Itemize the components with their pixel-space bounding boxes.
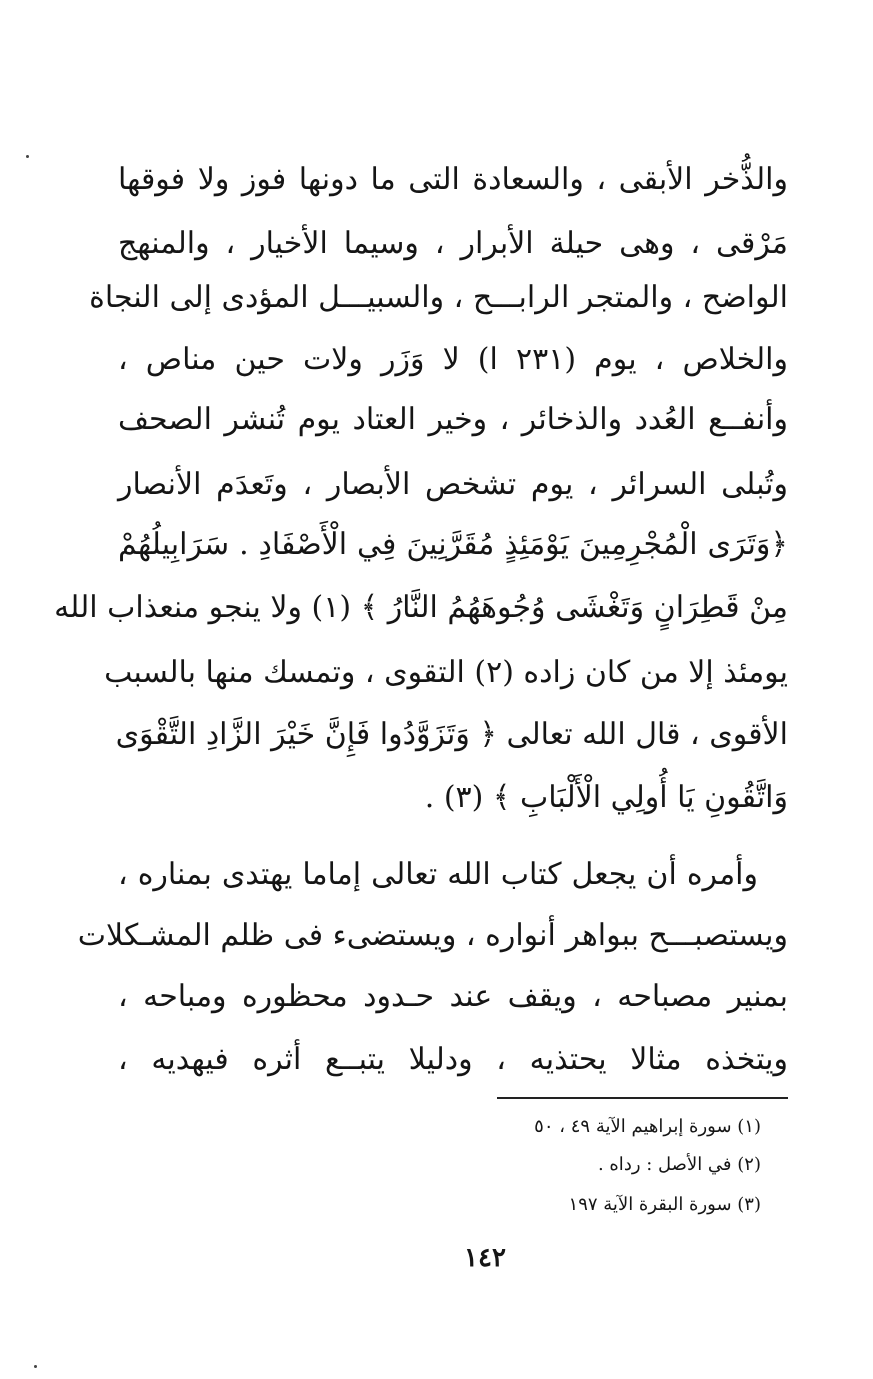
text-line-6: وتُبلى السرائر ، يوم تشخص الأبصار ، وتَعدَم الأنصار [118,467,788,502]
text-line-3: الواضح ، والمتجر الرابـــح ، والسبيـــل المؤدى إلى النجاة [89,280,788,315]
scan-speck [26,155,29,158]
scan-speck [34,1365,37,1368]
text-line-5: وأنفــع العُدد والذخائر ، وخير العتاد يوم تُنشر الصحف [118,402,788,437]
footnote-3: (٣) سورة البقرة الآية ١٩٧ [568,1194,761,1215]
text-line-7-quran: ﴿وَتَرَى الْمُجْرِمِينَ يَوْمَئِذٍ مُقَرَّنِينَ فِي الْأَصْفَادِ . سَرَابِيلُهُمْ [118,527,788,562]
text-line-8-quran: مِنْ قَطِرَانٍ وَتَغْشَى وُجُوهَهُمُ النَّارُ ﴾ (١) ولا ينجو منعذاب الله [54,590,788,625]
footnote-1: (١) سورة إبراهيم الآية ٤٩ ، ٥٠ [534,1116,761,1137]
paragraph-2-line-4: ويتخذه مثالا يحتذيه ، ودليلا يتبــع أثره فيهديه ، [118,1042,788,1077]
footnote-2: (٢) في الأصل : رداه . [597,1154,761,1175]
text-line-10-quran: الأقوى ، قال الله تعالى ﴿ وَتَزَوَّدُوا فَإِنَّ خَيْرَ الزَّادِ التَّقْوَى [115,717,788,752]
text-line-2: مَرْقى ، وهى حيلة الأبرار ، وسيما الأخيار ، والمنهج [118,226,788,261]
text-line-1: والذُّخر الأبقى ، والسعادة التى ما دونها فوز ولا فوقها [118,162,788,197]
footnote-separator [497,1097,788,1099]
text-line-11-quran: وَاتَّقُونِ يَا أُولِي الْأَلْبَابِ ﴾ (٣) . [424,780,788,815]
paragraph-2-line-3: بمنير مصباحه ، ويقف عند حـدود محظوره ومباحه ، [118,979,788,1014]
page-number: ١٤٢ [464,1243,506,1273]
text-line-9: يومئذ إلا من كان زاده (٢) التقوى ، وتمسك منها بالسبب [104,655,788,690]
text-line-4: والخلاص ، يوم (٢٣١ ا) لا وَزَر ولات حين مناص ، [118,342,788,377]
paragraph-2-line-1: وأمره أن يجعل كتاب الله تعالى إماما يهتدى بمناره ، [118,857,758,892]
paragraph-2-line-2: ويستصبـــح ببواهر أنواره ، ويستضىء فى ظلم المشـكلات [77,918,788,953]
